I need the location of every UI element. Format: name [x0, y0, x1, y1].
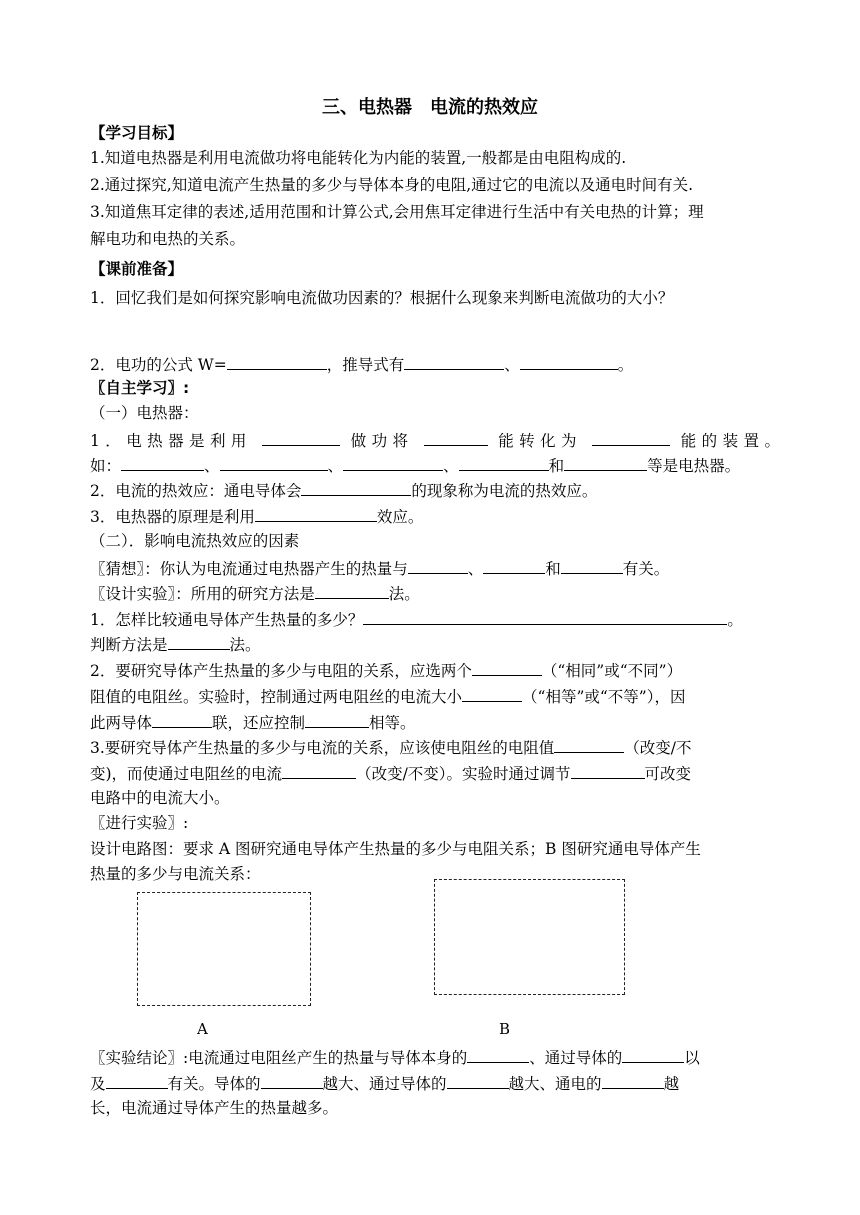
text: ，推导式有	[326, 356, 405, 374]
answer-blank[interactable]	[472, 658, 542, 676]
answer-blank[interactable]	[305, 710, 369, 728]
text: 及	[90, 1075, 106, 1093]
text: （改变/不变）。实验时通过调节	[356, 765, 571, 783]
answer-blank[interactable]	[106, 1071, 168, 1089]
answer-blank[interactable]	[561, 556, 623, 574]
answer-blank[interactable]	[152, 710, 212, 728]
experiment-heading: 〖进行实验〗:	[90, 814, 189, 832]
answer-blank[interactable]	[220, 453, 328, 471]
answer-blank[interactable]	[363, 607, 727, 625]
answer-blank[interactable]	[282, 761, 356, 779]
answer-blank[interactable]	[301, 478, 411, 496]
text: 3．电热器的原理是利用	[90, 508, 255, 526]
text: 有关。	[622, 560, 670, 578]
figure-caption-a: A	[197, 1020, 208, 1038]
text: 〖猜想〗：你认为电流通过电热器产生的热量与	[90, 560, 408, 578]
answer-blank[interactable]	[408, 556, 468, 574]
text: 越大、通电的	[508, 1075, 602, 1093]
text: 有关。导体的	[167, 1075, 261, 1093]
text: 1．电热器是利用	[90, 432, 252, 450]
line-conclusion	[90, 1045, 780, 1069]
answer-blank[interactable]	[315, 581, 389, 599]
text: 能转化为	[498, 432, 582, 450]
text: 做功将	[350, 432, 414, 450]
answer-blank[interactable]	[483, 556, 545, 574]
text: 法。	[388, 585, 420, 603]
text: 〖实验结论〗:电流通过电阻丝产生的热量与导体本身的	[90, 1049, 468, 1067]
text: 3.要研究导体产生热量的多少与电流的关系，应该使电阻丝的电阻值	[90, 739, 555, 757]
answer-blank[interactable]	[554, 735, 624, 753]
goals-heading: 【学习目标】	[90, 124, 184, 142]
text: 〖设计实验〗：所用的研究方法是	[90, 585, 315, 603]
answer-blank[interactable]	[571, 761, 645, 779]
answer-blank[interactable]	[255, 504, 377, 522]
line-heat-effect	[90, 478, 780, 502]
text: 、	[467, 560, 484, 578]
line-heater-principle	[90, 504, 780, 528]
self-study-heading: 〖自主学习〗:	[90, 379, 190, 397]
text: 1．怎样比较通电导体产生热量的多少？	[90, 611, 364, 629]
experiment-text: 热量的多少与电流关系：	[90, 865, 261, 883]
circuit-box-a[interactable]	[137, 892, 311, 1006]
experiment-text: 设计电路图：要求 A 图研究通电导体产生热量的多少与电阻关系；B 图研究通电导体产生	[90, 840, 701, 858]
text: 变)，而使通过电阻丝的电流	[90, 765, 283, 783]
line-current-q-2	[90, 761, 780, 785]
text: 能的装置。	[680, 432, 780, 450]
section-heading: （二）．影响电流热效应的因素	[90, 532, 300, 550]
answer-blank[interactable]	[404, 352, 504, 370]
answer-blank[interactable]	[227, 352, 327, 370]
text: 判断方法是	[90, 636, 168, 654]
answer-blank[interactable]	[447, 1071, 509, 1089]
answer-blank[interactable]	[564, 453, 647, 471]
text: 以	[684, 1049, 700, 1067]
text: 和	[548, 457, 565, 475]
line-current-q-3: 电路中的电流大小。	[90, 789, 230, 807]
text: 如：	[90, 457, 122, 475]
answer-blank[interactable]	[602, 1071, 664, 1089]
text: 此两导体	[90, 714, 153, 732]
answer-blank[interactable]	[622, 1045, 684, 1063]
text: （“相等”或“不等”），因	[522, 688, 686, 706]
text: 2．电功的公式 W=	[90, 356, 227, 374]
text: 。	[617, 356, 634, 374]
text: 的现象称为电流的热效应。	[411, 482, 598, 500]
line-resistance-q	[90, 658, 780, 682]
goal-item: 1.知道电热器是利用电流做功将电能转化为内能的装置,一般都是由电阻构成的.	[90, 149, 627, 167]
answer-blank[interactable]	[462, 684, 522, 702]
line-conclusion-2	[90, 1071, 780, 1095]
text: 、	[327, 457, 344, 475]
text: 、	[504, 356, 520, 374]
goal-item: 2.通过探究,知道电流产生热量的多少与导体本身的电阻,通过它的电流以及通电时间有关.	[90, 176, 694, 194]
text: 越	[663, 1075, 680, 1093]
answer-blank[interactable]	[261, 1071, 323, 1089]
line-design	[90, 581, 780, 605]
circuit-box-b[interactable]	[434, 879, 625, 995]
text: （“相同”或“不同”）	[541, 662, 683, 680]
prep-heading: 【课前准备】	[90, 260, 184, 278]
line-heater-examples	[90, 453, 780, 477]
prep-question-1: 1．回忆我们是如何探究影响电流做功因素的？根据什么现象来判断电流做功的大小？	[90, 289, 674, 307]
text: 和	[545, 560, 561, 578]
line-conclusion-3: 长，电流通过导体产生的热量越多。	[90, 1099, 339, 1117]
answer-blank[interactable]	[343, 453, 443, 471]
line-judge-method	[90, 632, 780, 656]
text: 。	[727, 611, 743, 629]
answer-blank[interactable]	[459, 453, 549, 471]
text: 、通过导体的	[529, 1049, 623, 1067]
text: 法。	[229, 636, 261, 654]
text: 效应。	[376, 508, 424, 526]
line-resistance-q-2	[90, 684, 780, 708]
line-compare-heat	[90, 607, 780, 631]
answer-blank[interactable]	[467, 1045, 529, 1063]
text: 阻值的电阻丝。实验时，控制通过两电阻丝的电流大小	[90, 688, 463, 706]
section-heading: （一）电热器：	[90, 404, 199, 422]
answer-blank[interactable]	[121, 453, 204, 471]
answer-blank[interactable]	[262, 428, 340, 446]
text: 、	[204, 457, 220, 475]
goal-item: 3.知道焦耳定律的表述,适用范围和计算公式,会用焦耳定律进行生活中有关电热的计算；理	[90, 203, 704, 221]
text: （改变/不	[624, 739, 692, 757]
text: 联，还应控制	[212, 714, 306, 732]
text: 等是电热器。	[647, 457, 741, 475]
answer-blank[interactable]	[520, 352, 618, 370]
answer-blank[interactable]	[168, 632, 230, 650]
figure-caption-b: B	[499, 1020, 511, 1038]
goal-item: 解电功和电热的关系。	[90, 230, 246, 248]
answer-blank[interactable]	[592, 428, 670, 446]
prep-question-2	[90, 352, 780, 376]
text: 、	[443, 457, 459, 475]
text: 2．电流的热效应：通电导体会	[90, 482, 302, 500]
line-heater-definition	[90, 428, 780, 452]
page-title: 三、电热器 电流的热效应	[322, 97, 538, 118]
text: 相等。	[369, 714, 416, 732]
text: 可改变	[644, 765, 692, 783]
line-current-q	[90, 735, 780, 759]
line-resistance-q-3	[90, 710, 780, 734]
text: 越大、通过导体的	[322, 1075, 447, 1093]
text: 2．要研究导体产生热量的多少与电阻的关系，应选两个	[90, 662, 472, 680]
answer-blank[interactable]	[424, 428, 488, 446]
line-guess	[90, 556, 780, 580]
